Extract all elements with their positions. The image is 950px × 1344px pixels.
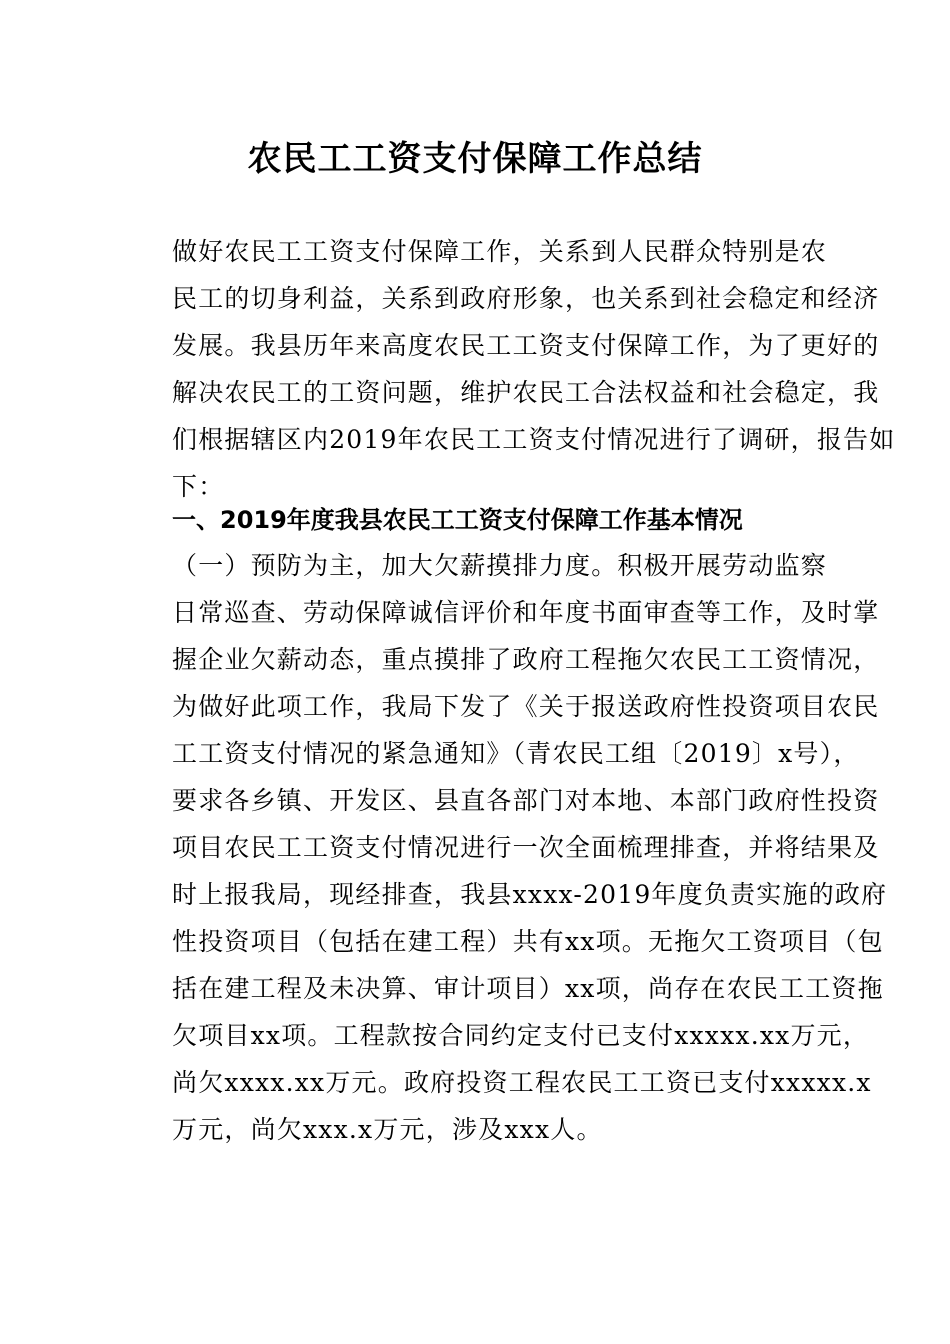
intro-line: 解决农民工的工资问题，维护农民工合法权益和社会稳定，我 [172, 378, 880, 407]
section-line: 欠项目xx项。工程款按合同约定支付已支付xxxxx.xx万元， [172, 1021, 870, 1050]
section-line: 日常巡查、劳动保障诚信评价和年度书面审查等工作，及时掌 [172, 598, 880, 627]
section-line: （一）预防为主，加大欠薪摸排力度。积极开展劳动监察 [172, 551, 828, 580]
section-line: 时上报我局，现经排查，我县xxxx-2019年度负责实施的政府 [172, 880, 888, 909]
section-line: 握企业欠薪动态，重点摸排了政府工程拖欠农民工工资情况， [172, 645, 880, 674]
section-line: 项目农民工工资支付情况进行一次全面梳理排查，并将结果及 [172, 833, 880, 862]
section-line: 万元，尚欠xxx.x万元，涉及xxx人。 [172, 1115, 603, 1144]
intro-line: 民工的切身利益，关系到政府形象，也关系到社会稳定和经济 [172, 284, 880, 313]
intro-line: 做好农民工工资支付保障工作，关系到人民群众特别是农 [172, 237, 828, 266]
intro-line: 们根据辖区内2019年农民工工资支付情况进行了调研，报告如 [172, 425, 896, 454]
section-paragraph [122, 542, 888, 1153]
section-line: 性投资项目（包括在建工程）共有xx项。无拖欠工资项目（包 [172, 927, 884, 956]
section-line: 要求各乡镇、开发区、县直各部门对本地、本部门政府性投资 [172, 786, 880, 815]
section-line: 尚欠xxxx.xx万元。政府投资工程农民工工资已支付xxxxx.x [172, 1068, 872, 1097]
section-line: 括在建工程及未决算、审计项目）xx项，尚存在农民工工资拖 [172, 974, 884, 1003]
intro-paragraph [122, 228, 896, 510]
document-title: 农民工工资支付保障工作总结 [247, 139, 703, 179]
section-line: 为做好此项工作，我局下发了《关于报送政府性投资项目农民 [172, 692, 880, 721]
intro-line: 下： [172, 472, 225, 501]
section-line: 工工资支付情况的紧急通知》（青农民工组〔2019〕x号）， [172, 739, 860, 768]
section-heading: 一、2019年度我县农民工工资支付保障工作基本情况 [172, 506, 743, 534]
intro-line: 发展。我县历年来高度农民工工资支付保障工作，为了更好的 [172, 331, 880, 360]
